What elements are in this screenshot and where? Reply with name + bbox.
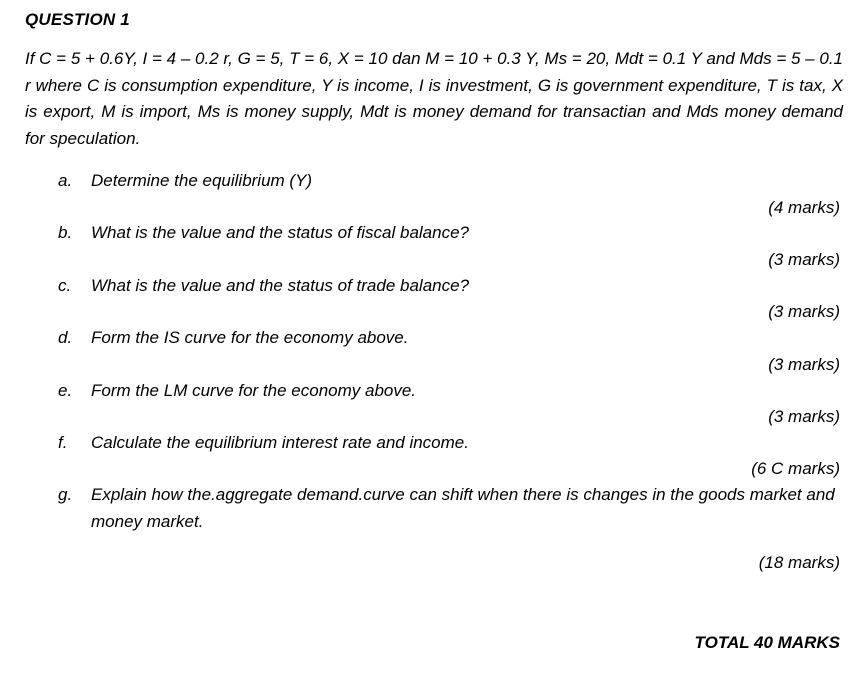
question-a-letter: a. bbox=[58, 171, 73, 190]
question-e-text: Form the LM curve for the economy above. bbox=[91, 381, 417, 400]
question-f-letter: f. bbox=[58, 433, 68, 452]
question-d-letter: d. bbox=[58, 328, 73, 347]
question-e-letter: e. bbox=[58, 381, 73, 400]
total-marks: TOTAL 40 MARKS bbox=[694, 633, 840, 652]
question-g-letter: g. bbox=[58, 485, 73, 504]
question-c-marks: (3 marks) bbox=[768, 302, 840, 321]
question-a-text: Determine the equilibrium (Y) bbox=[91, 171, 313, 190]
question-c-text: What is the value and the status of trade balance? bbox=[91, 276, 470, 295]
question-heading: QUESTION 1 bbox=[25, 10, 130, 29]
question-f-text: Calculate the equilibrium interest rate and income. bbox=[91, 433, 469, 452]
question-d-text: Form the IS curve for the economy above. bbox=[91, 328, 409, 347]
question-g-marks: (18 marks) bbox=[758, 553, 840, 572]
question-g-text: Explain how the.aggregate demand.curve can shift when there is changes in the goods market and money market. bbox=[91, 485, 835, 531]
question-intro-paragraph: If C = 5 + 0.6Y, I = 4 – 0.2 r, G = 5, T = 6, X = 10 dan M = 10 + 0.3 Y, Ms = 20, Mdt = 0.1 Y and Mds = 5 – 0.1 r where C is consumption expenditure, Y is income, I is investment, G is government expenditure, T is tax, X is export, M is import, Ms is money supply, Mdt is money demand for transactian and Mds money demand for speculation. bbox=[25, 49, 843, 148]
question-d-marks: (3 marks) bbox=[768, 355, 840, 374]
question-a-marks: (4 marks) bbox=[768, 198, 840, 217]
question-b-marks: (3 marks) bbox=[768, 250, 840, 269]
question-b-letter: b. bbox=[58, 223, 73, 242]
question-f-marks: (6 C marks) bbox=[751, 459, 840, 478]
question-b-text: What is the value and the status of fiscal balance? bbox=[91, 223, 470, 242]
question-c-letter: c. bbox=[58, 276, 72, 295]
question-e-marks: (3 marks) bbox=[768, 407, 840, 426]
